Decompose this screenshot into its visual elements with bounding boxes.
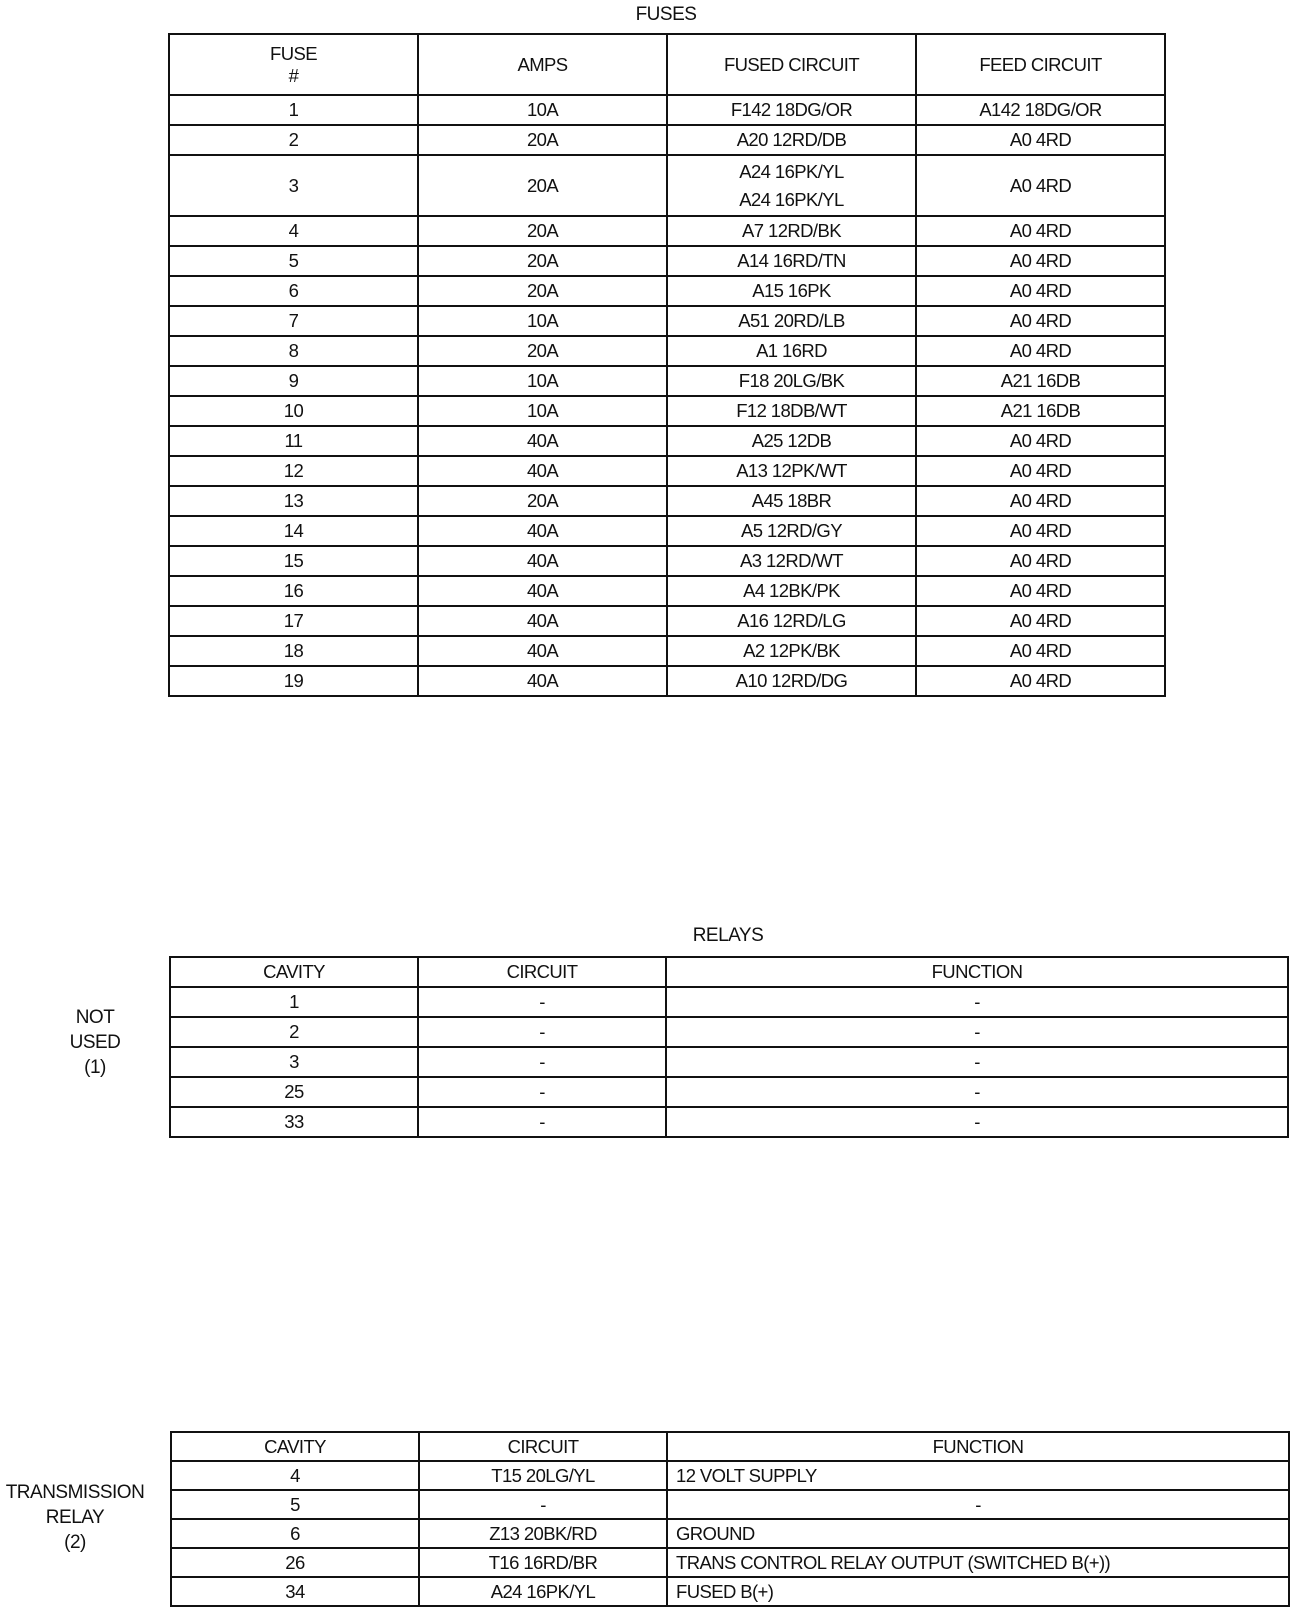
amps-cell: 40A bbox=[418, 606, 667, 636]
table-row bbox=[169, 516, 1165, 546]
table-row bbox=[170, 1017, 1288, 1047]
relays-table bbox=[169, 956, 1289, 1138]
table-row bbox=[169, 546, 1165, 576]
fused-circuit-cell bbox=[667, 276, 916, 306]
fused-circuit-line: A3 12RD/WT bbox=[740, 550, 843, 571]
cavity-cell: 1 bbox=[170, 987, 418, 1017]
side-label-line: NOT bbox=[75, 1007, 115, 1028]
circuit-cell: - bbox=[418, 1047, 666, 1077]
function-cell: 12 VOLT SUPPLY bbox=[667, 1461, 1289, 1490]
feed-circuit-cell: A0 4RD bbox=[916, 486, 1165, 516]
fuse-number-cell: 12 bbox=[169, 456, 418, 486]
amps-cell: 20A bbox=[418, 246, 667, 276]
table-row bbox=[169, 95, 1165, 125]
fuse-number-cell: 2 bbox=[169, 125, 418, 155]
header-function: FUNCTION bbox=[666, 957, 1288, 987]
table-row bbox=[170, 1107, 1288, 1137]
circuit-cell: - bbox=[418, 1077, 666, 1107]
cavity-cell: 3 bbox=[170, 1047, 418, 1077]
circuit-cell: T15 20LG/YL bbox=[419, 1461, 667, 1490]
amps-cell: 20A bbox=[418, 486, 667, 516]
fuse-number-cell: 4 bbox=[169, 216, 418, 246]
amps-cell: 20A bbox=[418, 155, 667, 216]
fused-circuit-line: F18 20LG/BK bbox=[738, 370, 845, 391]
fused-circuit-cell bbox=[667, 516, 916, 546]
fused-circuit-cell bbox=[667, 486, 916, 516]
fused-circuit-cell bbox=[667, 666, 916, 696]
amps-cell: 40A bbox=[418, 456, 667, 486]
amps-cell: 20A bbox=[418, 125, 667, 155]
circuit-cell: Z13 20BK/RD bbox=[419, 1519, 667, 1548]
fuse-number-cell: 18 bbox=[169, 636, 418, 666]
fused-circuit-cell bbox=[667, 336, 916, 366]
function-cell: TRANS CONTROL RELAY OUTPUT (SWITCHED B(+)) bbox=[667, 1548, 1289, 1577]
relays-header-row bbox=[170, 957, 1288, 987]
table-row bbox=[169, 246, 1165, 276]
cavity-cell: 25 bbox=[170, 1077, 418, 1107]
fused-circuit-cell bbox=[667, 636, 916, 666]
feed-circuit-cell: A21 16DB bbox=[916, 366, 1165, 396]
cavity-cell: 4 bbox=[171, 1461, 419, 1490]
fused-circuit-line: A16 12RD/LG bbox=[737, 610, 846, 631]
table-row bbox=[170, 1077, 1288, 1107]
fused-circuit-line: F12 18DB/WT bbox=[736, 400, 847, 421]
feed-circuit-cell: A0 4RD bbox=[916, 246, 1165, 276]
fuse-number-cell: 1 bbox=[169, 95, 418, 125]
amps-cell: 40A bbox=[418, 516, 667, 546]
header-function: FUNCTION bbox=[667, 1432, 1289, 1461]
table-row bbox=[170, 987, 1288, 1017]
cavity-cell: 5 bbox=[171, 1490, 419, 1519]
function-cell: - bbox=[666, 1107, 1288, 1137]
fused-circuit-cell bbox=[667, 366, 916, 396]
feed-circuit-cell: A0 4RD bbox=[916, 426, 1165, 456]
fuse-number-cell: 19 bbox=[169, 666, 418, 696]
header-cavity: CAVITY bbox=[170, 957, 418, 987]
transmission-relay-table bbox=[170, 1431, 1290, 1607]
fuse-number-cell: 16 bbox=[169, 576, 418, 606]
function-cell: - bbox=[666, 1077, 1288, 1107]
side-label-line: (1) bbox=[84, 1057, 106, 1078]
header-amps: AMPS bbox=[418, 34, 667, 95]
amps-cell: 10A bbox=[418, 366, 667, 396]
fuses-header-row bbox=[169, 34, 1165, 95]
feed-circuit-cell: A21 16DB bbox=[916, 396, 1165, 426]
table-row bbox=[169, 216, 1165, 246]
fused-circuit-cell bbox=[667, 216, 916, 246]
amps-cell: 40A bbox=[418, 546, 667, 576]
fused-circuit-line: A24 16PK/YL bbox=[739, 160, 844, 182]
fused-circuit-line: A1 16RD bbox=[756, 340, 827, 361]
header-feed-circuit: FEED CIRCUIT bbox=[916, 34, 1165, 95]
fuses-table bbox=[168, 33, 1166, 697]
table-row bbox=[171, 1577, 1289, 1606]
feed-circuit-cell: A0 4RD bbox=[916, 306, 1165, 336]
feed-circuit-cell: A0 4RD bbox=[916, 576, 1165, 606]
fused-circuit-line: A7 12RD/BK bbox=[742, 220, 841, 241]
function-cell: - bbox=[667, 1490, 1289, 1519]
table-row bbox=[171, 1461, 1289, 1490]
circuit-cell: A24 16PK/YL bbox=[419, 1577, 667, 1606]
fused-circuit-cell bbox=[667, 246, 916, 276]
amps-cell: 20A bbox=[418, 336, 667, 366]
header-fuse-number: FUSE # bbox=[169, 34, 418, 95]
circuit-cell: T16 16RD/BR bbox=[419, 1548, 667, 1577]
table-row bbox=[170, 1047, 1288, 1077]
relays-caption: RELAYS bbox=[692, 925, 764, 946]
table-row bbox=[169, 396, 1165, 426]
fuse-number-cell: 14 bbox=[169, 516, 418, 546]
circuit-cell: - bbox=[418, 987, 666, 1017]
fused-circuit-cell bbox=[667, 95, 916, 125]
circuit-cell: - bbox=[419, 1490, 667, 1519]
side-label-line: TRANSMISSION bbox=[5, 1482, 145, 1503]
cavity-cell: 34 bbox=[171, 1577, 419, 1606]
fused-circuit-cell bbox=[667, 546, 916, 576]
fused-circuit-cell bbox=[667, 576, 916, 606]
fused-circuit-cell bbox=[667, 456, 916, 486]
table-row bbox=[169, 306, 1165, 336]
fuse-number-cell: 3 bbox=[169, 155, 418, 216]
cavity-cell: 26 bbox=[171, 1548, 419, 1577]
table-row bbox=[169, 125, 1165, 155]
table-row bbox=[169, 155, 1165, 216]
fused-circuit-cell bbox=[667, 606, 916, 636]
table-row bbox=[169, 606, 1165, 636]
feed-circuit-cell: A0 4RD bbox=[916, 516, 1165, 546]
fused-circuit-line: A5 12RD/GY bbox=[741, 520, 842, 541]
table-row bbox=[169, 636, 1165, 666]
table-row bbox=[169, 576, 1165, 606]
transmission-header-row bbox=[171, 1432, 1289, 1461]
fused-circuit-line: A25 12DB bbox=[751, 430, 832, 451]
fused-circuit-cell bbox=[667, 125, 916, 155]
function-cell: - bbox=[666, 987, 1288, 1017]
fused-circuit-cell bbox=[667, 426, 916, 456]
amps-cell: 10A bbox=[418, 95, 667, 125]
table-row bbox=[171, 1519, 1289, 1548]
feed-circuit-cell: A0 4RD bbox=[916, 636, 1165, 666]
table-row bbox=[169, 486, 1165, 516]
fused-circuit-line: A2 12PK/BK bbox=[743, 640, 840, 661]
fuse-number-cell: 5 bbox=[169, 246, 418, 276]
feed-circuit-cell: A0 4RD bbox=[916, 155, 1165, 216]
header-fused-circuit: FUSED CIRCUIT bbox=[667, 34, 916, 95]
fuse-number-cell: 10 bbox=[169, 396, 418, 426]
fused-circuit-line: A10 12RD/DG bbox=[735, 670, 848, 691]
transmission-relay-label bbox=[0, 1480, 150, 1555]
fuse-number-cell: 8 bbox=[169, 336, 418, 366]
table-row bbox=[169, 366, 1165, 396]
table-row bbox=[169, 426, 1165, 456]
cavity-cell: 33 bbox=[170, 1107, 418, 1137]
table-row bbox=[171, 1490, 1289, 1519]
feed-circuit-cell: A0 4RD bbox=[916, 276, 1165, 306]
function-cell: - bbox=[666, 1017, 1288, 1047]
fused-circuit-line: A45 18BR bbox=[751, 490, 832, 511]
amps-cell: 10A bbox=[418, 306, 667, 336]
amps-cell: 10A bbox=[418, 396, 667, 426]
fuse-number-cell: 9 bbox=[169, 366, 418, 396]
fused-circuit-line: A15 16PK bbox=[752, 280, 831, 301]
amps-cell: 20A bbox=[418, 216, 667, 246]
cavity-cell: 6 bbox=[171, 1519, 419, 1548]
header-circuit: CIRCUIT bbox=[419, 1432, 667, 1461]
not-used-label bbox=[50, 1005, 140, 1080]
amps-cell: 20A bbox=[418, 276, 667, 306]
function-cell: GROUND bbox=[667, 1519, 1289, 1548]
side-label-line: RELAY bbox=[45, 1507, 105, 1528]
feed-circuit-cell: A0 4RD bbox=[916, 336, 1165, 366]
function-cell: - bbox=[666, 1047, 1288, 1077]
fuse-number-cell: 11 bbox=[169, 426, 418, 456]
feed-circuit-cell: A0 4RD bbox=[916, 606, 1165, 636]
amps-cell: 40A bbox=[418, 636, 667, 666]
fuse-number-cell: 6 bbox=[169, 276, 418, 306]
fused-circuit-line: A13 12PK/WT bbox=[736, 460, 847, 481]
side-label-line: USED bbox=[69, 1032, 121, 1053]
fuse-number-cell: 15 bbox=[169, 546, 418, 576]
fused-circuit-line: F142 18DG/OR bbox=[730, 99, 853, 120]
cavity-cell: 2 bbox=[170, 1017, 418, 1047]
table-row bbox=[169, 666, 1165, 696]
fused-circuit-line: A14 16RD/TN bbox=[737, 250, 846, 271]
feed-circuit-cell: A0 4RD bbox=[916, 546, 1165, 576]
table-row bbox=[171, 1548, 1289, 1577]
amps-cell: 40A bbox=[418, 426, 667, 456]
table-row bbox=[169, 456, 1165, 486]
feed-circuit-cell: A0 4RD bbox=[916, 216, 1165, 246]
fused-circuit-cell bbox=[667, 155, 916, 216]
fuse-number-cell: 13 bbox=[169, 486, 418, 516]
fuses-caption: FUSES bbox=[635, 4, 697, 25]
feed-circuit-cell: A0 4RD bbox=[916, 125, 1165, 155]
circuit-cell: - bbox=[418, 1017, 666, 1047]
fused-circuit-line: A51 20RD/LB bbox=[738, 310, 845, 331]
feed-circuit-cell: A0 4RD bbox=[916, 666, 1165, 696]
side-label-line: (2) bbox=[64, 1532, 86, 1553]
function-cell: FUSED B(+) bbox=[667, 1577, 1289, 1606]
feed-circuit-cell: A0 4RD bbox=[916, 456, 1165, 486]
fuse-number-cell: 17 bbox=[169, 606, 418, 636]
fused-circuit-cell bbox=[667, 306, 916, 336]
table-row bbox=[169, 276, 1165, 306]
header-cavity: CAVITY bbox=[171, 1432, 419, 1461]
header-circuit: CIRCUIT bbox=[418, 957, 666, 987]
fused-circuit-line: A4 12BK/PK bbox=[743, 580, 840, 601]
table-row bbox=[169, 336, 1165, 366]
fused-circuit-line: A20 12RD/DB bbox=[736, 129, 847, 150]
feed-circuit-cell: A142 18DG/OR bbox=[916, 95, 1165, 125]
amps-cell: 40A bbox=[418, 666, 667, 696]
fused-circuit-line: A24 16PK/YL bbox=[739, 188, 844, 210]
amps-cell: 40A bbox=[418, 576, 667, 606]
fused-circuit-cell bbox=[667, 396, 916, 426]
circuit-cell: - bbox=[418, 1107, 666, 1137]
fuse-number-cell: 7 bbox=[169, 306, 418, 336]
